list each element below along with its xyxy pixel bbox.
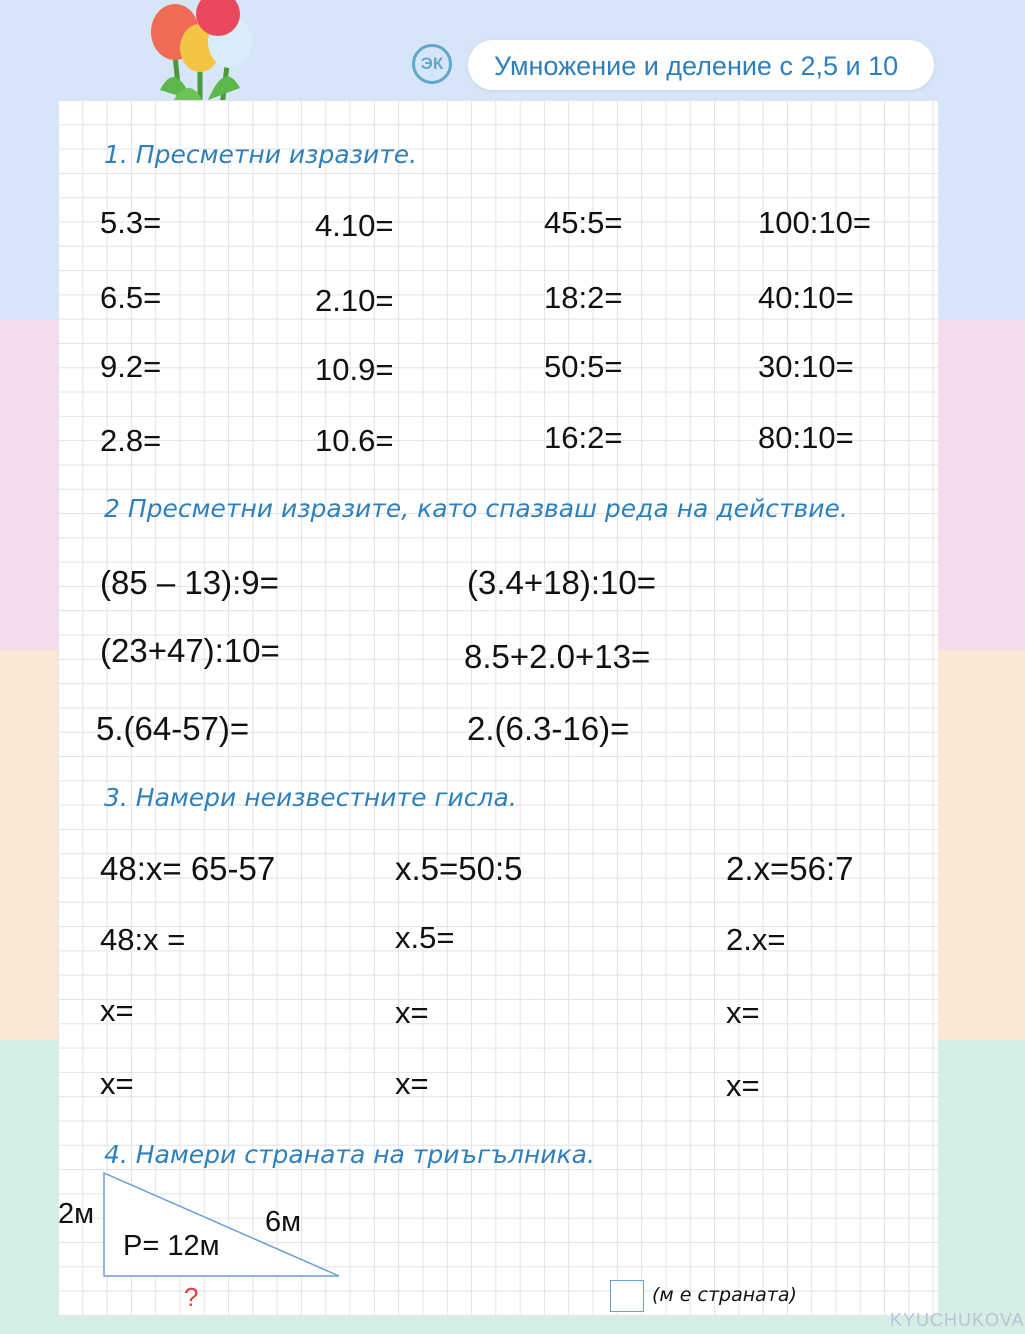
answer-box[interactable] (610, 1280, 644, 1312)
task3-step: x= (100, 1066, 134, 1101)
triangle-perimeter-label: P= 12м (123, 1230, 220, 1262)
task2-expression: 5.(64-57)= (96, 710, 250, 747)
task2-expression: 8.5+2.0+13= (464, 638, 651, 675)
task1-expression: 5.3= (100, 205, 162, 240)
task3-step: 48:x = (100, 922, 186, 957)
task3-heading: 3. Намери неизвестните гисла. (104, 783, 517, 812)
task3-step: x= (726, 1068, 760, 1103)
page-title: Умножение и деление с 2,5 и 10 (494, 51, 899, 81)
task1-expression: 6.5= (100, 280, 162, 315)
answer-note: (м е страната) (652, 1284, 797, 1306)
task3-step: x= (395, 995, 429, 1030)
task4-heading: 4. Намери страната на триъгълника. (104, 1140, 595, 1169)
task3-step: 2.x= (726, 922, 786, 957)
task1-expression: 16:2= (544, 420, 623, 455)
task2-expression: 2.(6.3-16)= (467, 710, 630, 747)
task3-equation: 48:x= 65-57 (100, 850, 276, 887)
task3-step: x= (395, 1066, 429, 1101)
task1-expression: 80:10= (758, 420, 854, 455)
publisher-logo: ЭК (412, 44, 452, 84)
unknown-side-mark: ? (184, 1282, 199, 1312)
task1-expression: 30:10= (758, 349, 854, 384)
task1-expression: 10.6= (315, 423, 394, 458)
task3-step: x= (100, 993, 134, 1028)
task3-equation: x.5=50:5 (395, 850, 523, 887)
task1-expression: 45:5= (544, 205, 623, 240)
task1-expression: 4.10= (315, 208, 394, 243)
title-banner (468, 40, 934, 90)
task1-expression: 2.10= (315, 283, 394, 318)
tulips-illustration (130, 0, 270, 106)
triangle-side-left-label: 2м (58, 1198, 95, 1230)
task3-step: x= (726, 995, 760, 1030)
task1-expression: 2.8= (100, 423, 162, 458)
task2-expression: (85 – 13):9= (100, 564, 279, 601)
task2-expression: (3.4+18):10= (467, 564, 656, 601)
triangle-hypotenuse-label: 6м (265, 1206, 302, 1238)
task3-equation: 2.x=56:7 (726, 850, 854, 887)
task1-heading: 1. Пресметни изразите. (104, 140, 418, 169)
author-watermark: KYUCHUKOVA (890, 1310, 1025, 1330)
task1-expression: 100:10= (758, 205, 871, 240)
task2-heading: 2 Пресметни изразите, като спазваш реда на действие. (104, 494, 848, 523)
task1-expression: 18:2= (544, 280, 623, 315)
task1-expression: 50:5= (544, 349, 623, 384)
task1-expression: 40:10= (758, 280, 854, 315)
task1-expression: 9.2= (100, 349, 162, 384)
task2-expression: (23+47):10= (100, 632, 280, 669)
task1-expression: 10.9= (315, 352, 394, 387)
task3-step: x.5= (395, 920, 455, 955)
